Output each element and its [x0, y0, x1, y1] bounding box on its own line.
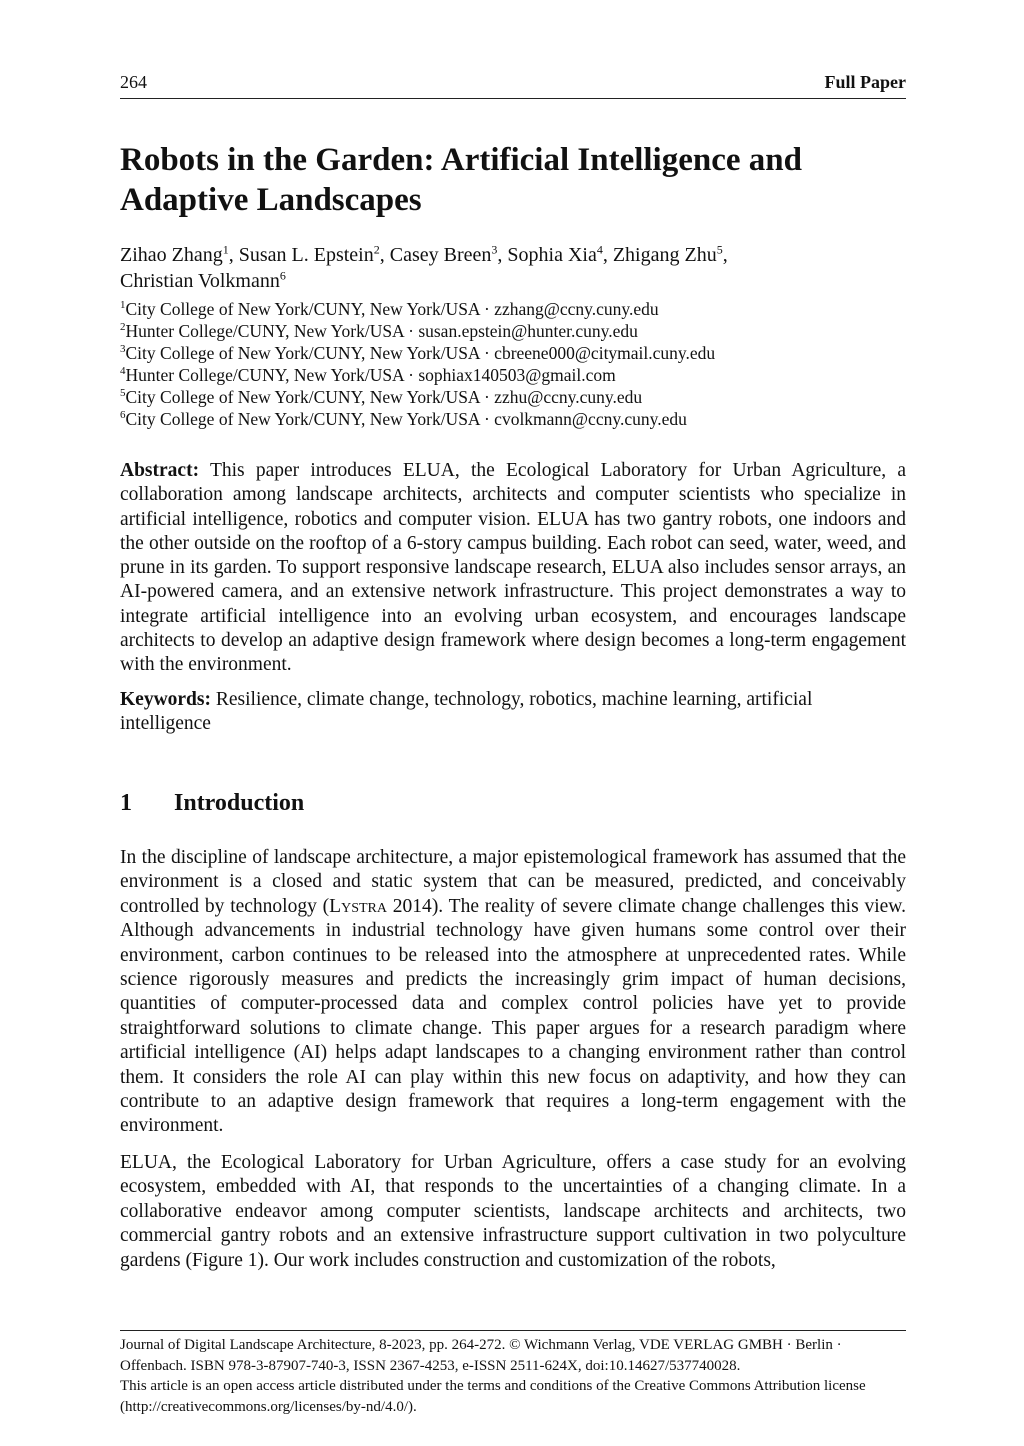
- affil-separator: ·: [403, 321, 419, 341]
- affiliation-line: [120, 408, 906, 430]
- abstract-text: This paper introduces ELUA, the Ecological Laboratory for Urban Agriculture, a collaboration among landscape architects, architects and computer scientists who specialize in artificial intelligence, robotics and computer vision. ELUA has two gantry robots, one indoors and the other outside on the rooftop of a 6-story campus building. Each robot can seed, water, weed, and prune in its garden. To support responsive landscape research, ELUA also includes sensor arrays, an AI-powered camera, and an extensive network infrastructure. This project demonstrates a way to integrate artificial intelligence into an evolving urban ecosystem, and encourages landscape architects to develop an adaptive design framework where design becomes a long-term engagement with the environment.: [120, 460, 906, 676]
- abstract-label: Abstract:: [120, 460, 200, 481]
- affil-email[interactable]: sophiax140503@gmail.com: [418, 365, 616, 385]
- affil-institution: City College of New York/CUNY, New York/USA: [125, 343, 480, 363]
- affil-sup: 6: [120, 409, 126, 422]
- affil-institution: City College of New York/CUNY, New York/USA: [125, 387, 480, 407]
- affiliation-line: [120, 364, 906, 386]
- author-affil-sup: 4: [596, 242, 603, 257]
- affil-institution: City College of New York/CUNY, New York/USA: [125, 409, 480, 429]
- author-affil-sup: 2: [373, 242, 380, 257]
- affiliation-line: [120, 386, 906, 408]
- author-sep: ,: [228, 244, 239, 266]
- affil-separator: ·: [479, 343, 495, 363]
- affil-email[interactable]: zzhang@ccny.cuny.edu: [494, 299, 659, 319]
- footer-note: [120, 1330, 906, 1417]
- keywords-text: Resilience, climate change, technology, robotics, machine learning, artificial intelligence: [120, 689, 813, 735]
- section-heading: [120, 790, 304, 817]
- affil-separator: ·: [479, 387, 495, 407]
- body-paragraph: ELUA, the Ecological Laboratory for Urban Agriculture, offers a case study for an evolving ecosystem, embedded with AI, that responds to the uncertainties of a changing climate. In a collaborative endeavor among computer scientists, landscape architects and architects, two commercial gantry robots and an extensive infrastructure support cultivation in two polyculture gardens (Figure 1). Our work includes construction and customization of the robots,: [120, 1152, 906, 1271]
- author-name: Zhigang Zhu: [612, 244, 717, 266]
- affil-email[interactable]: zzhu@ccny.cuny.edu: [494, 387, 643, 407]
- affil-sup: 5: [120, 387, 126, 400]
- affiliation-line: [120, 298, 906, 320]
- affil-sup: 2: [120, 321, 126, 334]
- affil-institution: City College of New York/CUNY, New York/USA: [125, 299, 480, 319]
- author-affil-sup: 5: [716, 242, 723, 257]
- author-sep: ,: [497, 244, 508, 266]
- author-affil-sup: 6: [279, 268, 286, 283]
- abstract: [120, 459, 906, 678]
- citation-author: Lystra: [329, 895, 387, 917]
- section-number: 1: [120, 790, 132, 816]
- affiliation-line: [120, 320, 906, 342]
- paragraph-text: In the discipline of landscape architecture, a major epistemological framework has assumed that the environment is a closed and static system that can be measured, predicted, and conceivably controlled by technology (: [120, 847, 906, 917]
- page-number: 264: [120, 72, 147, 92]
- body-paragraph: [120, 846, 906, 1139]
- author-list: [120, 242, 906, 294]
- author-name: Christian Volkmann: [120, 270, 280, 292]
- author-name: Sophia Xia: [507, 244, 597, 266]
- author-name: Susan L. Epstein: [238, 244, 374, 266]
- citation-year: 2014: [386, 895, 432, 917]
- author-sep: ,: [379, 244, 390, 266]
- author-name: Casey Breen: [389, 244, 492, 266]
- section-title: Introduction: [174, 790, 305, 816]
- affil-sup: 1: [120, 299, 126, 312]
- footer-citation: Journal of Digital Landscape Architecture, 8-2023, pp. 264-272. © Wichmann Verlag, VDE VERLAG GMBH · Berlin · Offenbach. ISBN 978-3-87907-740-3, ISSN 2367-4253, e-ISSN 2511-624X, doi:10.14627/537740028.: [120, 1337, 842, 1374]
- keywords-label: Keywords:: [120, 689, 211, 710]
- running-header: [120, 72, 906, 99]
- author-sep: ,: [722, 244, 728, 266]
- affil-separator: ·: [479, 409, 495, 429]
- author-name: Zihao Zhang: [120, 244, 223, 266]
- affil-separator: ·: [403, 365, 419, 385]
- affil-institution: Hunter College/CUNY, New York/USA: [125, 365, 404, 385]
- affil-separator: ·: [479, 299, 495, 319]
- affiliation-list: [120, 298, 906, 430]
- paper-title: Robots in the Garden: Artificial Intelligence and Adaptive Landscapes: [120, 142, 802, 218]
- author-sep: ,: [602, 244, 613, 266]
- paragraph-text: ). The reality of severe climate change challenges this view. Although advancements in industrial technology have given humans some control over their environment, carbon continues to be released into the atmosphere at unprecedented rates. While science rigorously measures and predicts the increasingly grim impact of human decisions, quantities of computer-processed data and complex control policies have yet to provide straightforward solutions to climate change. This paper argues for a research paradigm where artificial intelligence (AI) helps adapt landscapes to a changing environment rather than control them. It considers the role AI can play within this new focus on adaptivity, and how they can contribute to an adaptive design framework that requires a long-term engagement with the environment.: [120, 895, 906, 1137]
- keywords: [120, 688, 906, 737]
- author-affil-sup: 1: [222, 242, 229, 257]
- affil-email[interactable]: cbreene000@citymail.cuny.edu: [494, 343, 716, 363]
- paper-type-label: Full Paper: [824, 72, 906, 92]
- affil-institution: Hunter College/CUNY, New York/USA: [125, 321, 404, 341]
- affil-sup: 4: [120, 365, 126, 378]
- affil-email[interactable]: susan.epstein@hunter.cuny.edu: [418, 321, 638, 341]
- affil-sup: 3: [120, 343, 126, 356]
- footer-license: This article is an open access article distributed under the terms and conditions of the Creative Commons Attribution license (http://creativecommons.org/licenses/by-nd/4.0/).: [120, 1378, 866, 1415]
- author-affil-sup: 3: [491, 242, 498, 257]
- affiliation-line: [120, 342, 906, 364]
- affil-email[interactable]: cvolkmann@ccny.cuny.edu: [494, 409, 687, 429]
